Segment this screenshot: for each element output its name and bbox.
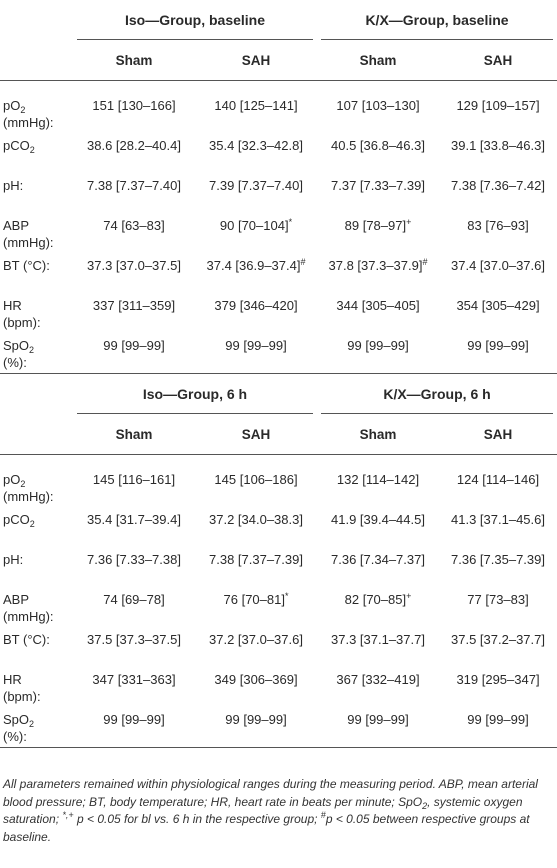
table-cell: 99 [99–99] — [225, 712, 287, 727]
parameter-label: SpO$_2$ (%): — [3, 338, 35, 370]
table-cell: 99 [99–99] — [347, 712, 409, 727]
table-row — [0, 505, 557, 545]
column-header: Sham — [115, 52, 153, 68]
table-cell: 7.39 [7.37–7.40] — [209, 178, 303, 193]
parameter-label: HR (bpm): — [3, 672, 41, 704]
table-row — [0, 171, 557, 211]
table-footnote: All parameters remained within physiological ranges during the measuring period. ABP, mean arterial blood pressure; BT, body temperature; HR, heart rate in beats per minute; SpO$_2$, systemic oxygen saturation; *,+ p < 0.05 for bl vs. 6 h in the respective group; #p < 0.05 between respective groups at baseline. — [3, 777, 538, 844]
parameter-label: pCO$_2$ — [3, 138, 35, 155]
group-header: K/X—Group, 6 h — [317, 374, 557, 415]
column-header: SAH — [241, 426, 271, 442]
table-cell: 83 [76–93] — [467, 218, 529, 233]
parameter-label: HR (bpm): — [3, 298, 41, 330]
significance-marker: + — [406, 217, 412, 227]
table-row — [0, 291, 557, 331]
section-baseline — [0, 0, 557, 91]
table-row — [0, 331, 557, 374]
table-cell: 37.4 [37.0–37.6] — [451, 258, 545, 273]
table-cell: 99 [99–99] — [225, 338, 287, 353]
table-cell: 76 [70–81]* — [223, 591, 289, 607]
subheader-row — [0, 414, 557, 455]
table-cell: 99 [99–99] — [347, 338, 409, 353]
table-cell: 37.8 [37.3–37.9]# — [328, 257, 428, 273]
table-cell: 89 [78–97]+ — [344, 217, 412, 233]
table-cell: 41.3 [37.1–45.6] — [451, 512, 545, 527]
table-cell: 82 [70–85]+ — [344, 591, 412, 607]
parameter-label: pH: — [3, 552, 24, 567]
table-cell: 40.5 [36.8–46.3] — [331, 138, 425, 153]
parameter-label: ABP (mmHg): — [3, 218, 54, 250]
table-cell: 74 [63–83] — [103, 218, 165, 233]
table-row — [0, 545, 557, 585]
table-row — [0, 131, 557, 171]
table-row — [0, 91, 557, 131]
table-cell: 37.5 [37.3–37.5] — [87, 632, 181, 647]
column-header: SAH — [483, 426, 513, 442]
table-cell: 37.5 [37.2–37.7] — [451, 632, 545, 647]
parameter-label: pH: — [3, 178, 24, 193]
table-row — [0, 625, 557, 665]
group-header-row — [0, 0, 557, 40]
column-header: Sham — [359, 52, 397, 68]
significance-marker: # — [300, 257, 306, 267]
table-cell: 39.1 [33.8–46.3] — [451, 138, 545, 153]
table-cell: 37.3 [37.1–37.7] — [331, 632, 425, 647]
table-cell: 129 [109–157] — [456, 98, 540, 113]
table-cell: 38.6 [28.2–40.4] — [87, 138, 181, 153]
table-row — [0, 465, 557, 505]
table-cell: 354 [305–429] — [456, 298, 540, 313]
table-cell: 7.36 [7.35–7.39] — [451, 552, 545, 567]
table-cell: 99 [99–99] — [103, 338, 165, 353]
table-cell: 37.3 [37.0–37.5] — [87, 258, 181, 273]
table-cell: 99 [99–99] — [467, 712, 529, 727]
table-cell: 7.38 [7.37–7.39] — [209, 552, 303, 567]
table-cell: 124 [114–146] — [456, 472, 540, 487]
column-header: Sham — [359, 426, 397, 442]
significance-marker: * — [288, 217, 293, 227]
parameter-label: $pO_2$ (mmHg): — [3, 98, 54, 130]
table-cell: 37.2 [37.0–37.6] — [209, 632, 303, 647]
table-cell: 7.38 [7.37–7.40] — [87, 178, 181, 193]
table-cell: 140 [125–141] — [214, 98, 298, 113]
significance-marker: + — [406, 591, 412, 601]
column-header: SAH — [241, 52, 271, 68]
group-header: K/X—Group, baseline — [317, 0, 557, 40]
table-cell: 7.36 [7.34–7.37] — [331, 552, 425, 567]
section-6h — [0, 374, 557, 466]
parameter-label: $pO_2$ (mmHg): — [3, 472, 54, 504]
table-cell: 7.36 [7.33–7.38] — [87, 552, 181, 567]
table-cell: 145 [106–186] — [214, 472, 298, 487]
table-cell: 77 [73–83] — [467, 592, 529, 607]
table-cell: 379 [346–420] — [214, 298, 298, 313]
table-row — [0, 211, 557, 251]
table-cell: 37.4 [36.9–37.4]# — [206, 257, 306, 273]
table-cell: 319 [295–347] — [456, 672, 540, 687]
column-header: Sham — [115, 426, 153, 442]
table-row — [0, 665, 557, 705]
table-cell: 344 [305–405] — [336, 298, 420, 313]
table-cell: 337 [311–359] — [92, 298, 176, 313]
group-header-row — [0, 374, 557, 415]
table-cell: 37.2 [34.0–38.3] — [209, 512, 303, 527]
table-cell: 7.38 [7.36–7.42] — [451, 178, 545, 193]
parameter-label: BT (°C): — [3, 632, 50, 647]
table-cell: 99 [99–99] — [467, 338, 529, 353]
table-cell: 7.37 [7.33–7.39] — [331, 178, 425, 193]
table-cell: 99 [99–99] — [103, 712, 165, 727]
parameter-label: pCO$_2$ — [3, 512, 35, 529]
group-header: Iso—Group, baseline — [73, 0, 317, 40]
table-cell: 41.9 [39.4–44.5] — [331, 512, 425, 527]
table-row — [0, 585, 557, 625]
parameter-label: BT (°C): — [3, 258, 50, 273]
table-row — [0, 705, 557, 748]
significance-marker: # — [422, 257, 428, 267]
table-cell: 90 [70–104]* — [219, 217, 293, 233]
column-header: SAH — [483, 52, 513, 68]
parameter-label: ABP (mmHg): — [3, 592, 54, 624]
table-cell: 349 [306–369] — [214, 672, 298, 687]
section-baseline-rows — [0, 91, 557, 374]
significance-marker: * — [284, 591, 289, 601]
table-cell: 145 [116–161] — [92, 472, 176, 487]
table-cell: 367 [332–419] — [336, 672, 420, 687]
section-6h-rows — [0, 465, 557, 748]
table-cell: 107 [103–130] — [336, 98, 420, 113]
table-cell: 347 [331–363] — [92, 672, 176, 687]
table-cell: 74 [69–78] — [103, 592, 165, 607]
subheader-row — [0, 40, 557, 81]
parameter-label: SpO$_2$ (%): — [3, 712, 35, 744]
table-cell: 151 [130–166] — [92, 98, 176, 113]
table-cell: 35.4 [31.7–39.4] — [87, 512, 181, 527]
group-header: Iso—Group, 6 h — [73, 374, 317, 415]
table-cell: 132 [114–142] — [336, 472, 420, 487]
table-cell: 35.4 [32.3–42.8] — [209, 138, 303, 153]
table-row — [0, 251, 557, 291]
